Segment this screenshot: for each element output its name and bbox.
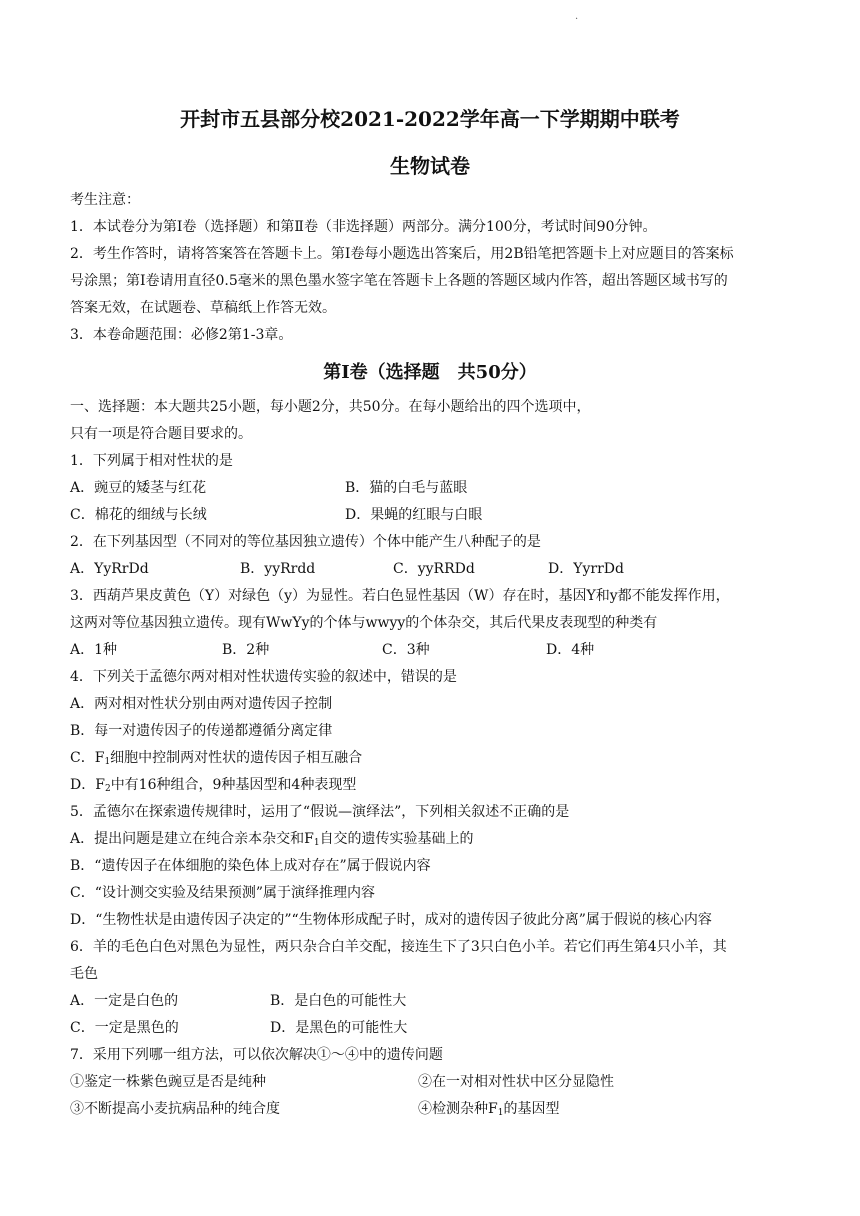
q1-option-c: C．棉花的细绒与长绒: [70, 507, 207, 523]
q4-option-c: C．$F_1$细胞中控制两对性状的遗传因子相互融合: [70, 750, 363, 767]
q1-option-b: B．猫的白毛与蓝眼: [345, 480, 468, 496]
q2-option-d: D．YyrrDd: [548, 561, 624, 577]
q7-item-4: ④检测杂种$F_1$的基因型: [418, 1101, 560, 1118]
q1-option-a: A．豌豆的矮茎与红花: [70, 480, 207, 496]
q2-option-b: B．yyRrdd: [240, 561, 316, 577]
notice-line-2: 2．考生作答时，请将答案答在答题卡上。第Ⅰ卷每小题选出答案后，用2B铅笔把答题卡上对应题目的答案标: [70, 246, 734, 262]
section-title: 第Ⅰ卷（选择题 共50分）: [323, 362, 537, 383]
q2-stem: 2．在下列基因型（不同对的等位基因独立遗传）个体中能产生八种配子的是: [70, 534, 541, 550]
q6-option-d: D．是黑色的可能性大: [270, 1020, 408, 1036]
q4-option-b: B．每一对遗传因子的传递都遵循分离定律: [70, 723, 333, 739]
q6-option-b: B．是白色的可能性大: [270, 993, 407, 1009]
q6-option-a: A．一定是白色的: [70, 993, 179, 1009]
notice-heading: 考生注意：: [70, 192, 140, 208]
q6-option-c: C．一定是黑色的: [70, 1020, 179, 1036]
q6-stem-1: 6．羊的毛色白色对黑色为显性，两只杂合白羊交配，接连生下了3只白色小羊。若它们再生第4只小羊，其: [70, 939, 727, 955]
notice-line-5: 3．本卷命题范围：必修2第1-3章。: [70, 327, 293, 343]
q5-option-c: C．“设计测交实验及结果预测”属于演绎推理内容: [70, 885, 376, 901]
q1-option-d: D．果蝇的红眼与白眼: [345, 507, 483, 523]
header-mark: ·: [575, 14, 579, 25]
q3-option-c: C．3种: [382, 642, 430, 658]
q3-stem-1: 3．西葫芦果皮黄色（Y）对绿色（y）为显性。若白色显性基因（W）存在时，基因Y和y都不能发挥作用，: [70, 588, 730, 604]
q4-option-a: A．两对相对性状分别由两对遗传因子控制: [70, 696, 333, 712]
q7-stem: 7．采用下列哪一组方法，可以依次解决①～④中的遗传问题: [70, 1047, 443, 1063]
exam-title: 开封市五县部分校2021-2022学年高一下学期期中联考: [180, 107, 680, 131]
q5-option-a: A．提出问题是建立在纯合亲本杂交和$F_1$自交的遗传实验基础上的: [70, 831, 474, 848]
q3-option-b: B．2种: [222, 642, 270, 658]
q7-item-3: ③不断提高小麦抗病品种的纯合度: [70, 1101, 280, 1117]
q4-option-d: D．$F_2$中有16种组合，9种基因型和4种表现型: [70, 777, 357, 794]
notice-line-4: 答案无效，在试题卷、草稿纸上作答无效。: [70, 300, 336, 316]
q6-stem-2: 毛色: [70, 966, 98, 982]
q7-item-2: ②在一对相对性状中区分显隐性: [418, 1074, 614, 1090]
q3-option-d: D．4种: [546, 642, 595, 658]
q3-stem-2: 这两对等位基因独立遗传。现有WwYy的个体与wwyy的个体杂交，其后代果皮表现型的种类有: [70, 615, 658, 631]
q5-stem: 5．孟德尔在探索遗传规律时，运用了“假说—演绎法”，下列相关叙述不正确的是: [70, 804, 570, 820]
q2-option-a: A．YyRrDd: [70, 561, 149, 577]
q7-item-1: ①鉴定一株紫色豌豆是否是纯种: [70, 1074, 266, 1090]
q1-stem: 1．下列属于相对性状的是: [70, 453, 233, 469]
q2-option-c: C．yyRRDd: [393, 561, 475, 577]
instructions-line-1: 一、选择题：本大题共25小题，每小题2分，共50分。在每小题给出的四个选项中，: [70, 399, 591, 415]
q5-option-b: B．“遗传因子在体细胞的染色体上成对存在”属于假说内容: [70, 858, 431, 874]
exam-subtitle: 生物试卷: [390, 154, 470, 178]
notice-line-1: 1．本试卷分为第Ⅰ卷（选择题）和第Ⅱ卷（非选择题）两部分。满分100分，考试时间90分钟。: [70, 219, 657, 235]
notice-line-3: 号涂黑；第Ⅰ卷请用直径0.5毫米的黑色墨水签字笔在答题卡上各题的答题区域内作答，超出答题区域书写的: [70, 273, 728, 289]
q5-option-d: D．“生物性状是由遗传因子决定的”“生物体形成配子时，成对的遗传因子彼此分离”属于假说的核心内容: [70, 912, 712, 928]
instructions-line-2: 只有一项是符合题目要求的。: [70, 426, 252, 442]
q4-stem: 4．下列关于孟德尔两对相对性状遗传实验的叙述中，错误的是: [70, 669, 457, 685]
q3-option-a: A．1种: [70, 642, 118, 658]
